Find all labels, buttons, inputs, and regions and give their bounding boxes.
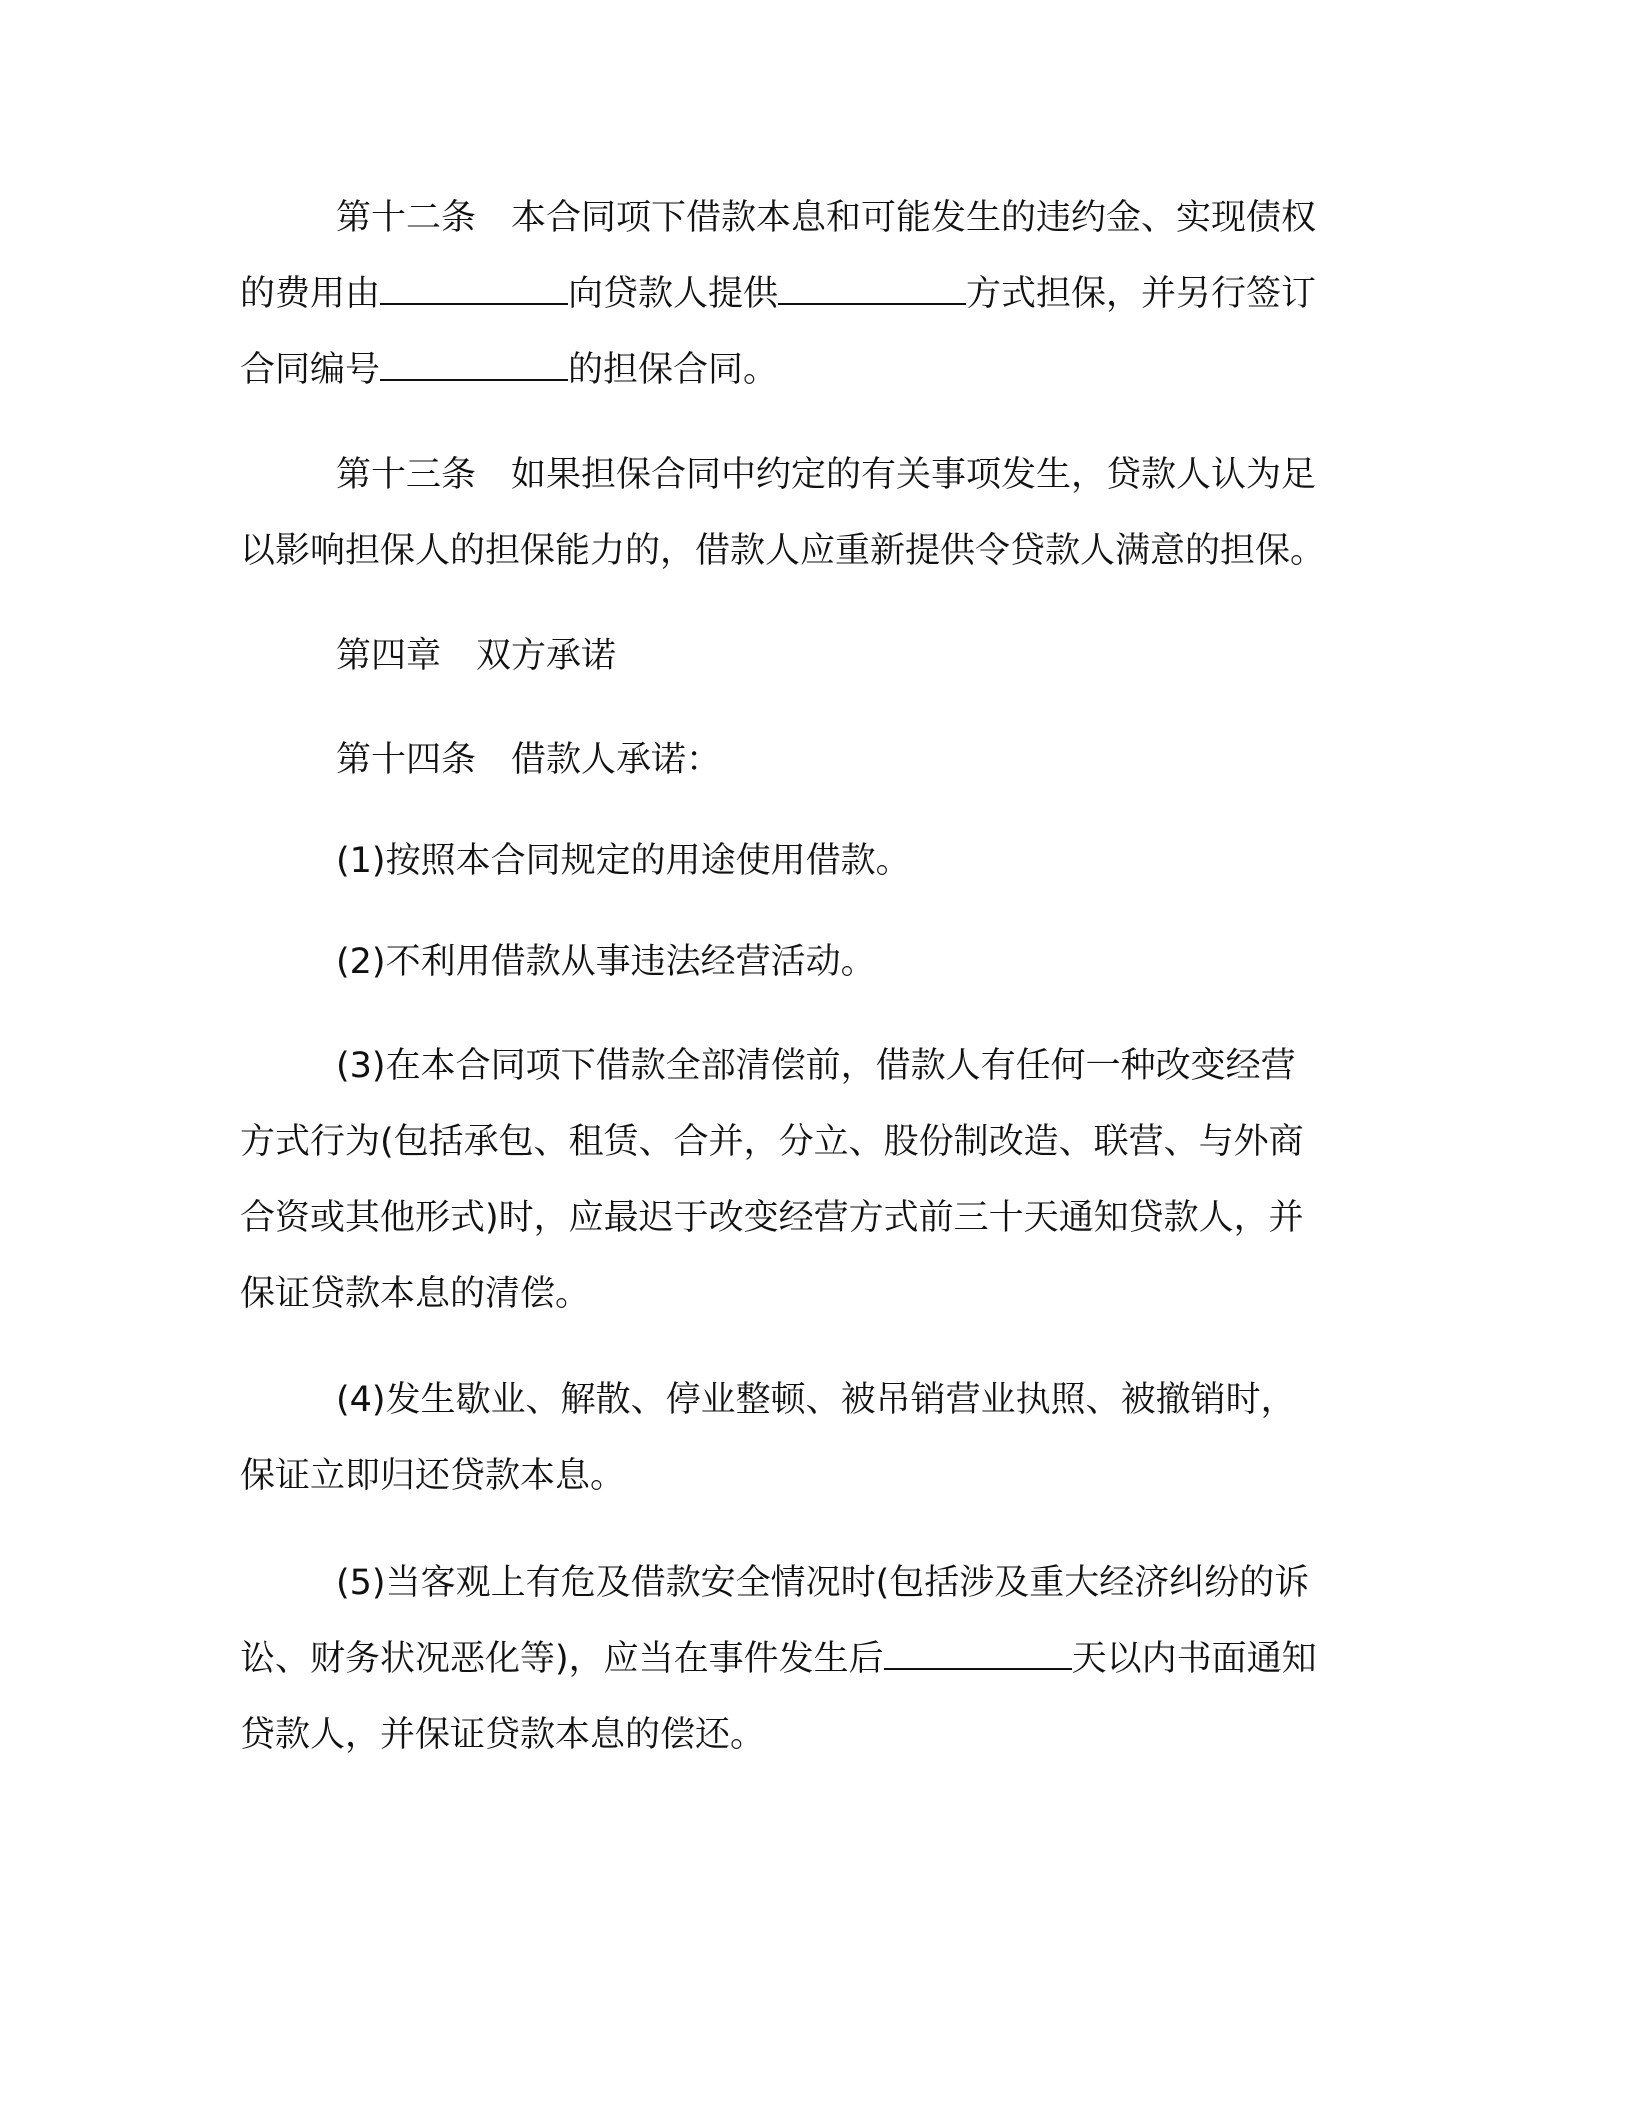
- article-12-line-3: [240, 332, 1390, 408]
- article-12-line-1: 第十二条 本合同项下借款本息和可能发生的违约金、实现债权: [336, 198, 1317, 238]
- item-3: [240, 1028, 1390, 1332]
- item-5-text-b: 天以内书面通知: [1071, 1639, 1317, 1679]
- article-12: [240, 180, 1390, 408]
- article-12-text-a: 的费用由: [240, 274, 381, 314]
- item-2-text: (2)不利用借款从事违法经营活动。: [336, 942, 876, 982]
- guarantor-blank: [380, 273, 568, 305]
- guarantee-method-blank: [778, 273, 966, 305]
- article-14-title: 第十四条 借款人承诺：: [336, 740, 722, 780]
- chapter-4-heading: [240, 618, 1390, 694]
- article-12-line-2: [240, 256, 1390, 332]
- notify-days-blank: [884, 1638, 1072, 1670]
- article-13-line-2: 以影响担保人的担保能力的，借款人应重新提供令贷款人满意的担保。: [240, 531, 1326, 571]
- item-4-line-2: 保证立即归还贷款本息。: [240, 1456, 626, 1496]
- item-2: [240, 924, 1390, 1000]
- chapter-4-title: 第四章 双方承诺: [336, 636, 617, 676]
- item-3-line-2: 方式行为(包括承包、租赁、合并，分立、股份制改造、联营、与外商: [240, 1122, 1304, 1162]
- item-5-line-3: 贷款人，并保证贷款本息的偿还。: [240, 1715, 766, 1755]
- item-5-text-a: 讼、财务状况恶化等)，应当在事件发生后: [240, 1639, 884, 1679]
- item-5-line-1: (5)当客观上有危及借款安全情况时(包括涉及重大经济纠纷的诉: [336, 1563, 1310, 1603]
- article-12-text-b: 向贷款人提供: [568, 274, 779, 314]
- item-3-line-3: 合资或其他形式)时，应最迟于改变经营方式前三十天通知贷款人，并: [240, 1198, 1304, 1238]
- item-4: [240, 1362, 1390, 1514]
- item-5-line-2: [240, 1621, 1390, 1697]
- article-12-text-e: 的担保合同。: [568, 350, 779, 390]
- article-12-text-d: 合同编号: [240, 350, 381, 390]
- item-4-line-1: (4)发生歇业、解散、停业整顿、被吊销营业执照、被撤销时，: [336, 1380, 1296, 1420]
- item-1: [240, 823, 1390, 899]
- article-12-text-c: 方式担保，并另行签订: [966, 274, 1317, 314]
- article-13-line-1: 第十三条 如果担保合同中约定的有关事项发生，贷款人认为足: [336, 455, 1317, 495]
- article-13: [240, 437, 1390, 589]
- item-1-text: (1)按照本合同规定的用途使用借款。: [336, 841, 911, 881]
- article-14: [240, 722, 1390, 798]
- item-5: [240, 1545, 1390, 1773]
- contract-number-blank: [380, 349, 568, 381]
- item-3-line-1: (3)在本合同项下借款全部清偿前，借款人有任何一种改变经营: [336, 1046, 1296, 1086]
- item-3-line-4: 保证贷款本息的清偿。: [240, 1274, 591, 1314]
